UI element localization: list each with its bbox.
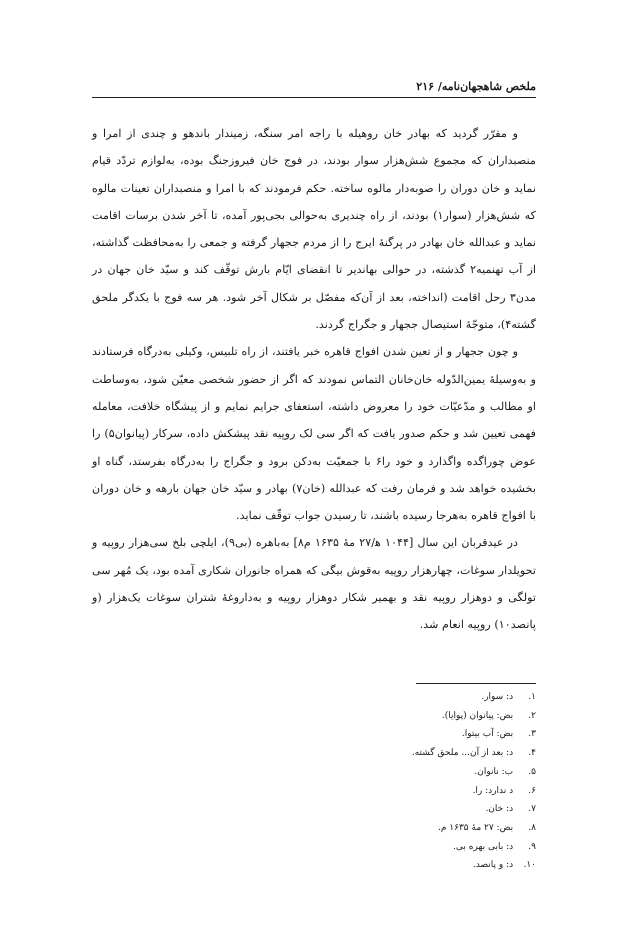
footnote-item xyxy=(92,725,536,744)
paragraph-1: و مقرّر گردید که بهادر خان روهیله با راجه امر سنگه، زمیندار باندهو و چندی از امرا و منصبداران که مجموع شش‌هزار سوار بودند، در فوج خان فیروزجنگ بوده، به‌لوازم تردّد قیام نماید و خان دوران را صوبه‌دار مالوه ساخته. حکم فرمودند که با امرا و منصبداران تعینات مالوه که شش‌هزار (سوار۱) بودند، از راه چندیری به‌حوالی بجی‌پور آمده، تا آخر شدن برسات اقامت نماید و عبدالله خان بهادر در پرگنهٔ ایرج را از مردم ججهار گرفته و جمعی را به‌محافظت گذاشته، از آب تهنمیه۲ گذشته، در حوالی بهاندیر تا انقضای ایّام بارش توقّف کند و سیّد خان جهان در مدن۳ رحل اقامت (انداخته، بعد از آن‌که مفصّل بر شکال آخر شود. هر سه فوج با یکدگر ملحق گشته۴)، متوجّهٔ استیصال ججهار و جگراج گردند. xyxy=(92,127,536,332)
paragraph-3: در عیدقربان این سال [۱۰۴۴ ه‍/۲۷ مهٔ ۱۶۳۵ م۸] به‌باهره (بی۹)، ایلچی بلخ سی‌هزار روپیه و تحویلدار سوغات، چهارهزار روپیه به‌قوش بیگی که همراه جانوران شکاری آمده بود، یک مُهر سی تولگی و دوهزار روپیه نقد و بهمیر شکار دوهزار روپیه و به‌داروغهٔ شتران سوغات یک‌هزار (و پانصد۱۰) روپیه انعام شد. xyxy=(92,536,536,632)
footnote-number: ۴. xyxy=(528,748,536,759)
footnote-text: د: بعد از آن... ملحق گشته. xyxy=(411,748,514,759)
footnote-number: ۱۰. xyxy=(523,860,536,871)
footnote-text: بض: آب بیتوا. xyxy=(461,729,514,740)
footnote-rule xyxy=(416,683,536,684)
footnote-text: بض: ۲۷ مهٔ ۱۶۳۵ م. xyxy=(438,822,514,833)
footnote-number: ۷. xyxy=(528,804,536,815)
footnotes-list xyxy=(92,688,536,875)
footnote-text: ب: نانوان. xyxy=(474,766,514,777)
footnote-number: ۳. xyxy=(528,729,536,740)
footnote-number: ۵. xyxy=(528,766,536,777)
footnote-text: د: بابی بهره بی. xyxy=(453,841,514,852)
header-rule xyxy=(92,97,536,98)
footnote-text: د ندارد: را. xyxy=(472,785,514,796)
footnote-text: د: سوار. xyxy=(481,692,514,702)
paragraph-2: و چون ججهار و از تعین شدن افواج قاهره خبر یافتند، از راه تلبیس، وکیلی به‌درگاه فرستادند و به‌وسیلهٔ یمین‌الدّوله خان‌خانان التماس نمودند که اگر از حضور شخصی معیّن شود، به‌وساطت او مطالب و مدّعیّات خود را معروض داشته، استعفای جرایم نمایم و از پیشگاه خلافت، معامله فهمی تعیین شد و حکم صدور یافت که اگر سی لک روپیه نقد پیشکش داده، سرکار (پیانوان۵) را عوض چوراگده واگذارد و خود را۶ با جمعیّت به‌دکن برود و جگراج را به‌درگاه بفرستد، گناه او بخشیده خواهد شد و فرمان رفت که عبدالله (خان۷) بهادر و سیّد خان جهان بارهه و خان دوران با افواج قاهره به‌هرجا رسیده باشند، تا رسیدن جواب توقّف نماید. xyxy=(92,345,536,523)
footnote-number: ۸. xyxy=(528,822,536,833)
footnote-number: ۹. xyxy=(528,841,536,852)
footnote-number: ۶. xyxy=(528,785,536,796)
footnote-text: بض: پیانوان (پوایا). xyxy=(441,710,514,721)
footnote-item xyxy=(92,782,536,801)
body-text xyxy=(92,120,536,639)
footnote-item xyxy=(92,763,536,782)
footnote-item xyxy=(92,707,536,726)
footnote-item xyxy=(92,838,536,857)
footnote-item xyxy=(92,744,536,763)
footnote-text: د: و پانصد. xyxy=(472,860,514,871)
footnote-item xyxy=(92,856,536,875)
footnote-item xyxy=(92,800,536,819)
footnote-item xyxy=(92,688,536,707)
footnote-item xyxy=(92,819,536,838)
running-header: ملخص شاهجهان‌نامه/ ۲۱۶ xyxy=(416,80,536,93)
footnote-number: ۱. xyxy=(528,692,536,702)
footnote-number: ۲. xyxy=(528,710,536,721)
footnote-text: د: خان. xyxy=(485,804,514,815)
